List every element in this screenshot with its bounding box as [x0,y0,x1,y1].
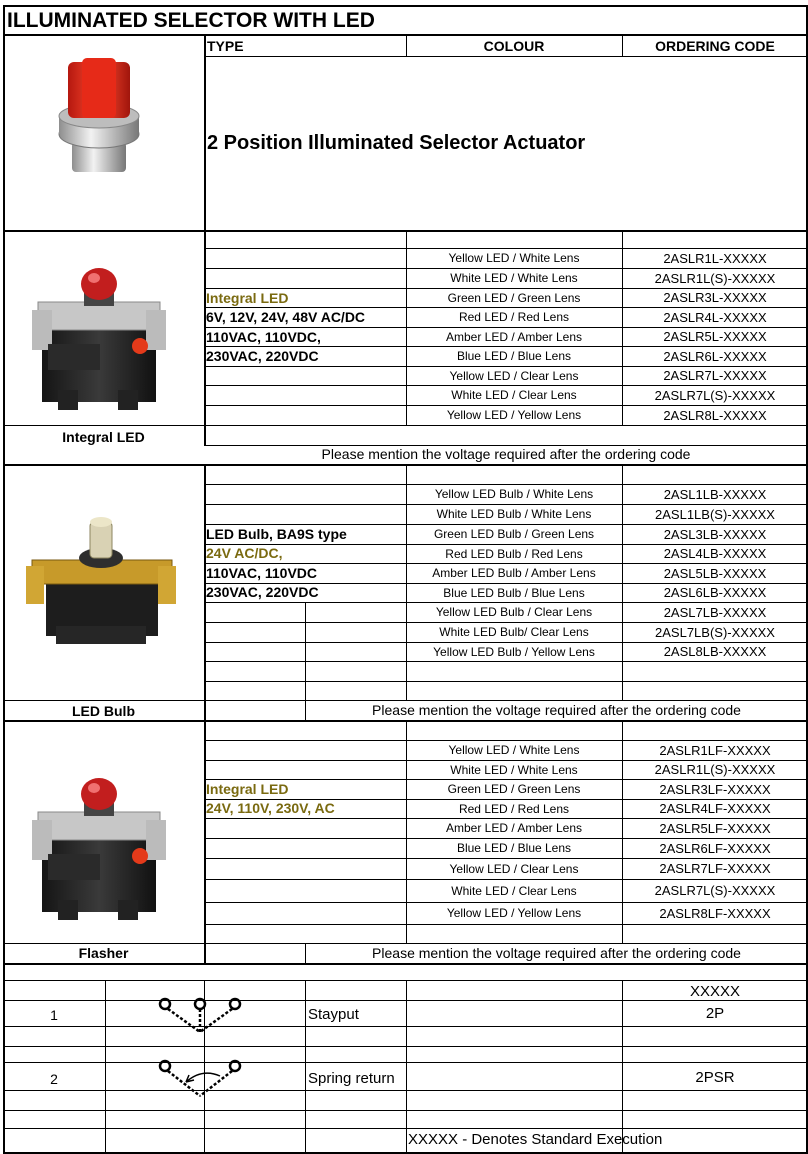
grid-line [204,818,808,819]
bulb-note: Please mention the voltage required after the ordering code [372,702,741,718]
led-bulb-label: LED Bulb [72,703,135,719]
integral-colour-cell: Yellow LED / White Lens [448,251,580,265]
spring-return-diagram-icon [150,1058,250,1100]
header-type: TYPE [207,38,244,54]
grid-line [204,405,808,406]
grid-line [204,524,808,525]
flasher-colour-cell: White LED / Clear Lens [451,884,577,898]
grid-line [204,288,808,289]
grid-line [3,425,204,426]
flasher-label: Flasher [78,945,129,961]
bulb-colour-cell: White LED Bulb/ Clear Lens [439,625,589,639]
integral-colour-cell: Yellow LED / Yellow Lens [446,408,582,422]
integral-type-line-1: Integral LED [206,290,289,306]
flasher-ordering-code-cell: 2ASLR7L(S)-XXXXX [654,883,776,898]
grid-line [204,346,808,347]
integral-ordering-code-cell: 2ASLR8L-XXXXX [663,408,767,423]
integral-type-line-3: 110VAC, 110VDC, [206,329,321,345]
integral-colour-cell: Yellow LED / Clear Lens [449,369,579,383]
bulb-ordering-code-cell: 2ASL4LB-XXXXX [663,546,767,561]
bulb-colour-cell: Blue LED Bulb / Blue Lens [443,586,585,600]
selector-actuator-image [44,54,154,184]
grid-line [204,858,808,859]
flasher-colour-cell: Yellow LED / Yellow Lens [446,906,582,920]
stayput-diagram-icon [150,996,250,1036]
grid-line [204,879,808,880]
flasher-colour-cell: White LED / White Lens [450,763,578,777]
grid-line [204,760,808,761]
flasher-colour-cell: Green LED / Green Lens [447,782,581,796]
grid-line [204,504,808,505]
grid-line [204,366,808,367]
led-bulb-image [26,510,176,650]
bulb-ordering-code-cell: 2ASL8LB-XXXXX [663,644,767,659]
grid-line [406,980,407,1154]
grid-line [204,838,808,839]
integral-note: Please mention the voltage required after the ordering code [321,446,691,462]
grid-line [204,307,808,308]
bulb-type-line-1: LED Bulb, BA9S type [206,526,347,542]
grid-line [3,963,808,965]
flasher-ordering-code-cell: 2ASLR3LF-XXXXX [659,782,771,797]
header-ordering-code: ORDERING CODE [655,38,775,54]
integral-ordering-code-cell: 2ASLR1L(S)-XXXXX [654,271,776,286]
flasher-colour-cell: Yellow LED / White Lens [448,743,580,757]
integral-ordering-code-cell: 2ASLR4L-XXXXX [663,310,767,325]
bulb-type-line-3: 110VAC, 110VDC [206,565,318,581]
bulb-colour-cell: White LED Bulb / White Lens [436,507,592,521]
flasher-ordering-code-cell: 2ASLR1LF-XXXXX [659,743,771,758]
bulb-colour-cell: Yellow LED Bulb / Yellow Lens [433,645,595,659]
grid-line [204,779,808,780]
bulb-colour-cell: Red LED Bulb / Red Lens [445,547,583,561]
integral-colour-cell: Amber LED / Amber Lens [445,330,583,344]
flasher-ordering-code-cell: 2ASLR5LF-XXXXX [659,821,771,836]
grid-line [204,681,808,682]
grid-line [204,902,808,903]
integral-colour-cell: White LED / White Lens [450,271,578,285]
grid-line [204,602,808,603]
integral-led-label: Integral LED [62,429,145,445]
grid-line [204,544,808,545]
grid-line [204,268,808,269]
integral-ordering-code-cell: 2ASLR6L-XXXXX [663,349,767,364]
flasher-colour-cell: Red LED / Red Lens [458,802,570,816]
grid-line [204,642,808,643]
integral-colour-cell: White LED / Clear Lens [451,388,577,402]
integral-colour-cell: Red LED / Red Lens [458,310,570,324]
integral-type-line-2: 6V, 12V, 24V, 48V AC/DC [206,309,366,325]
flasher-type-line-2: 24V, 110V, 230V, AC [206,800,335,816]
page-title: ILLUMINATED SELECTOR WITH LED [7,9,375,32]
grid-line [204,248,808,249]
options-code-header: XXXXX [689,983,741,1000]
bulb-colour-cell: Yellow LED Bulb / Clear Lens [435,605,593,619]
bulb-type-line-4: 230VAC, 220VDC [206,584,319,600]
bulb-colour-cell: Green LED Bulb / Green Lens [433,527,595,541]
integral-ordering-code-cell: 2ASLR5L-XXXXX [663,329,767,344]
flasher-ordering-code-cell: 2ASLR7LF-XXXXX [659,861,771,876]
flasher-type-line-1: Integral LED [206,781,289,797]
grid-line [204,327,808,328]
integral-colour-cell: Blue LED / Blue Lens [456,349,572,363]
bulb-ordering-code-cell: 2ASL3LB-XXXXX [663,527,767,542]
grid-line [3,943,204,944]
integral-type-line-4: 230VAC, 220VDC [206,348,319,364]
flasher-ordering-code-cell: 2ASLR4LF-XXXXX [659,801,771,816]
bulb-ordering-code-cell: 2ASL7LB-XXXXX [663,605,767,620]
flasher-colour-cell: Amber LED / Amber Lens [445,821,583,835]
option-1-name: Stayput [308,1006,359,1023]
flasher-ordering-code-cell: 2ASLR8LF-XXXXX [659,906,771,921]
bulb-colour-cell: Yellow LED Bulb / White Lens [434,487,594,501]
flasher-ordering-code-cell: 2ASLR6LF-XXXXX [659,841,771,856]
grid-line [204,425,808,426]
option-2-name: Spring return [308,1070,395,1087]
grid-line [204,924,808,925]
integral-led-image [28,262,170,414]
option-2-code: 2PSR [695,1069,735,1086]
flasher-note: Please mention the voltage required after the ordering code [372,945,741,961]
grid-line [3,700,204,701]
flasher-colour-cell: Blue LED / Blue Lens [456,841,572,855]
bulb-type-line-2: 24V AC/DC, [206,545,283,561]
integral-ordering-code-cell: 2ASLR3L-XXXXX [663,290,767,305]
grid-line [204,622,808,623]
bulb-ordering-code-cell: 2ASL7LB(S)-XXXXX [655,625,775,640]
grid-line [204,563,808,564]
integral-ordering-code-cell: 2ASLR7L(S)-XXXXX [654,388,776,403]
header-colour: COLOUR [483,38,545,54]
option-2-number: 2 [50,1071,58,1087]
bulb-ordering-code-cell: 2ASL1LB(S)-XXXXX [655,507,775,522]
integral-ordering-code-cell: 2ASLR7L-XXXXX [663,368,767,383]
grid-line [204,34,206,230]
option-1-number: 1 [50,1007,58,1023]
bulb-ordering-code-cell: 2ASL1LB-XXXXX [663,487,767,502]
actuator-name: 2 Position Illuminated Selector Actuator [207,132,586,154]
flasher-image [28,772,170,924]
flasher-ordering-code-cell: 2ASLR1L(S)-XXXXX [654,762,776,777]
grid-line [204,484,808,485]
grid-line [204,720,206,963]
grid-line [204,385,808,386]
grid-line [105,980,106,1154]
bulb-ordering-code-cell: 2ASL6LB-XXXXX [663,585,767,600]
grid-line [305,980,306,1154]
option-1-code: 2P [705,1005,725,1022]
bulb-ordering-code-cell: 2ASL5LB-XXXXX [663,566,767,581]
grid-line [204,661,808,662]
grid-line [204,740,808,741]
bulb-colour-cell: Amber LED Bulb / Amber Lens [432,566,596,580]
grid-line [204,56,808,57]
flasher-colour-cell: Yellow LED / Clear Lens [449,862,579,876]
standard-execution-footnote: XXXXX - Denotes Standard Execution [408,1131,663,1148]
grid-line [204,943,808,944]
grid-line [204,700,808,701]
integral-colour-cell: Green LED / Green Lens [447,291,581,305]
integral-ordering-code-cell: 2ASLR1L-XXXXX [663,251,767,266]
